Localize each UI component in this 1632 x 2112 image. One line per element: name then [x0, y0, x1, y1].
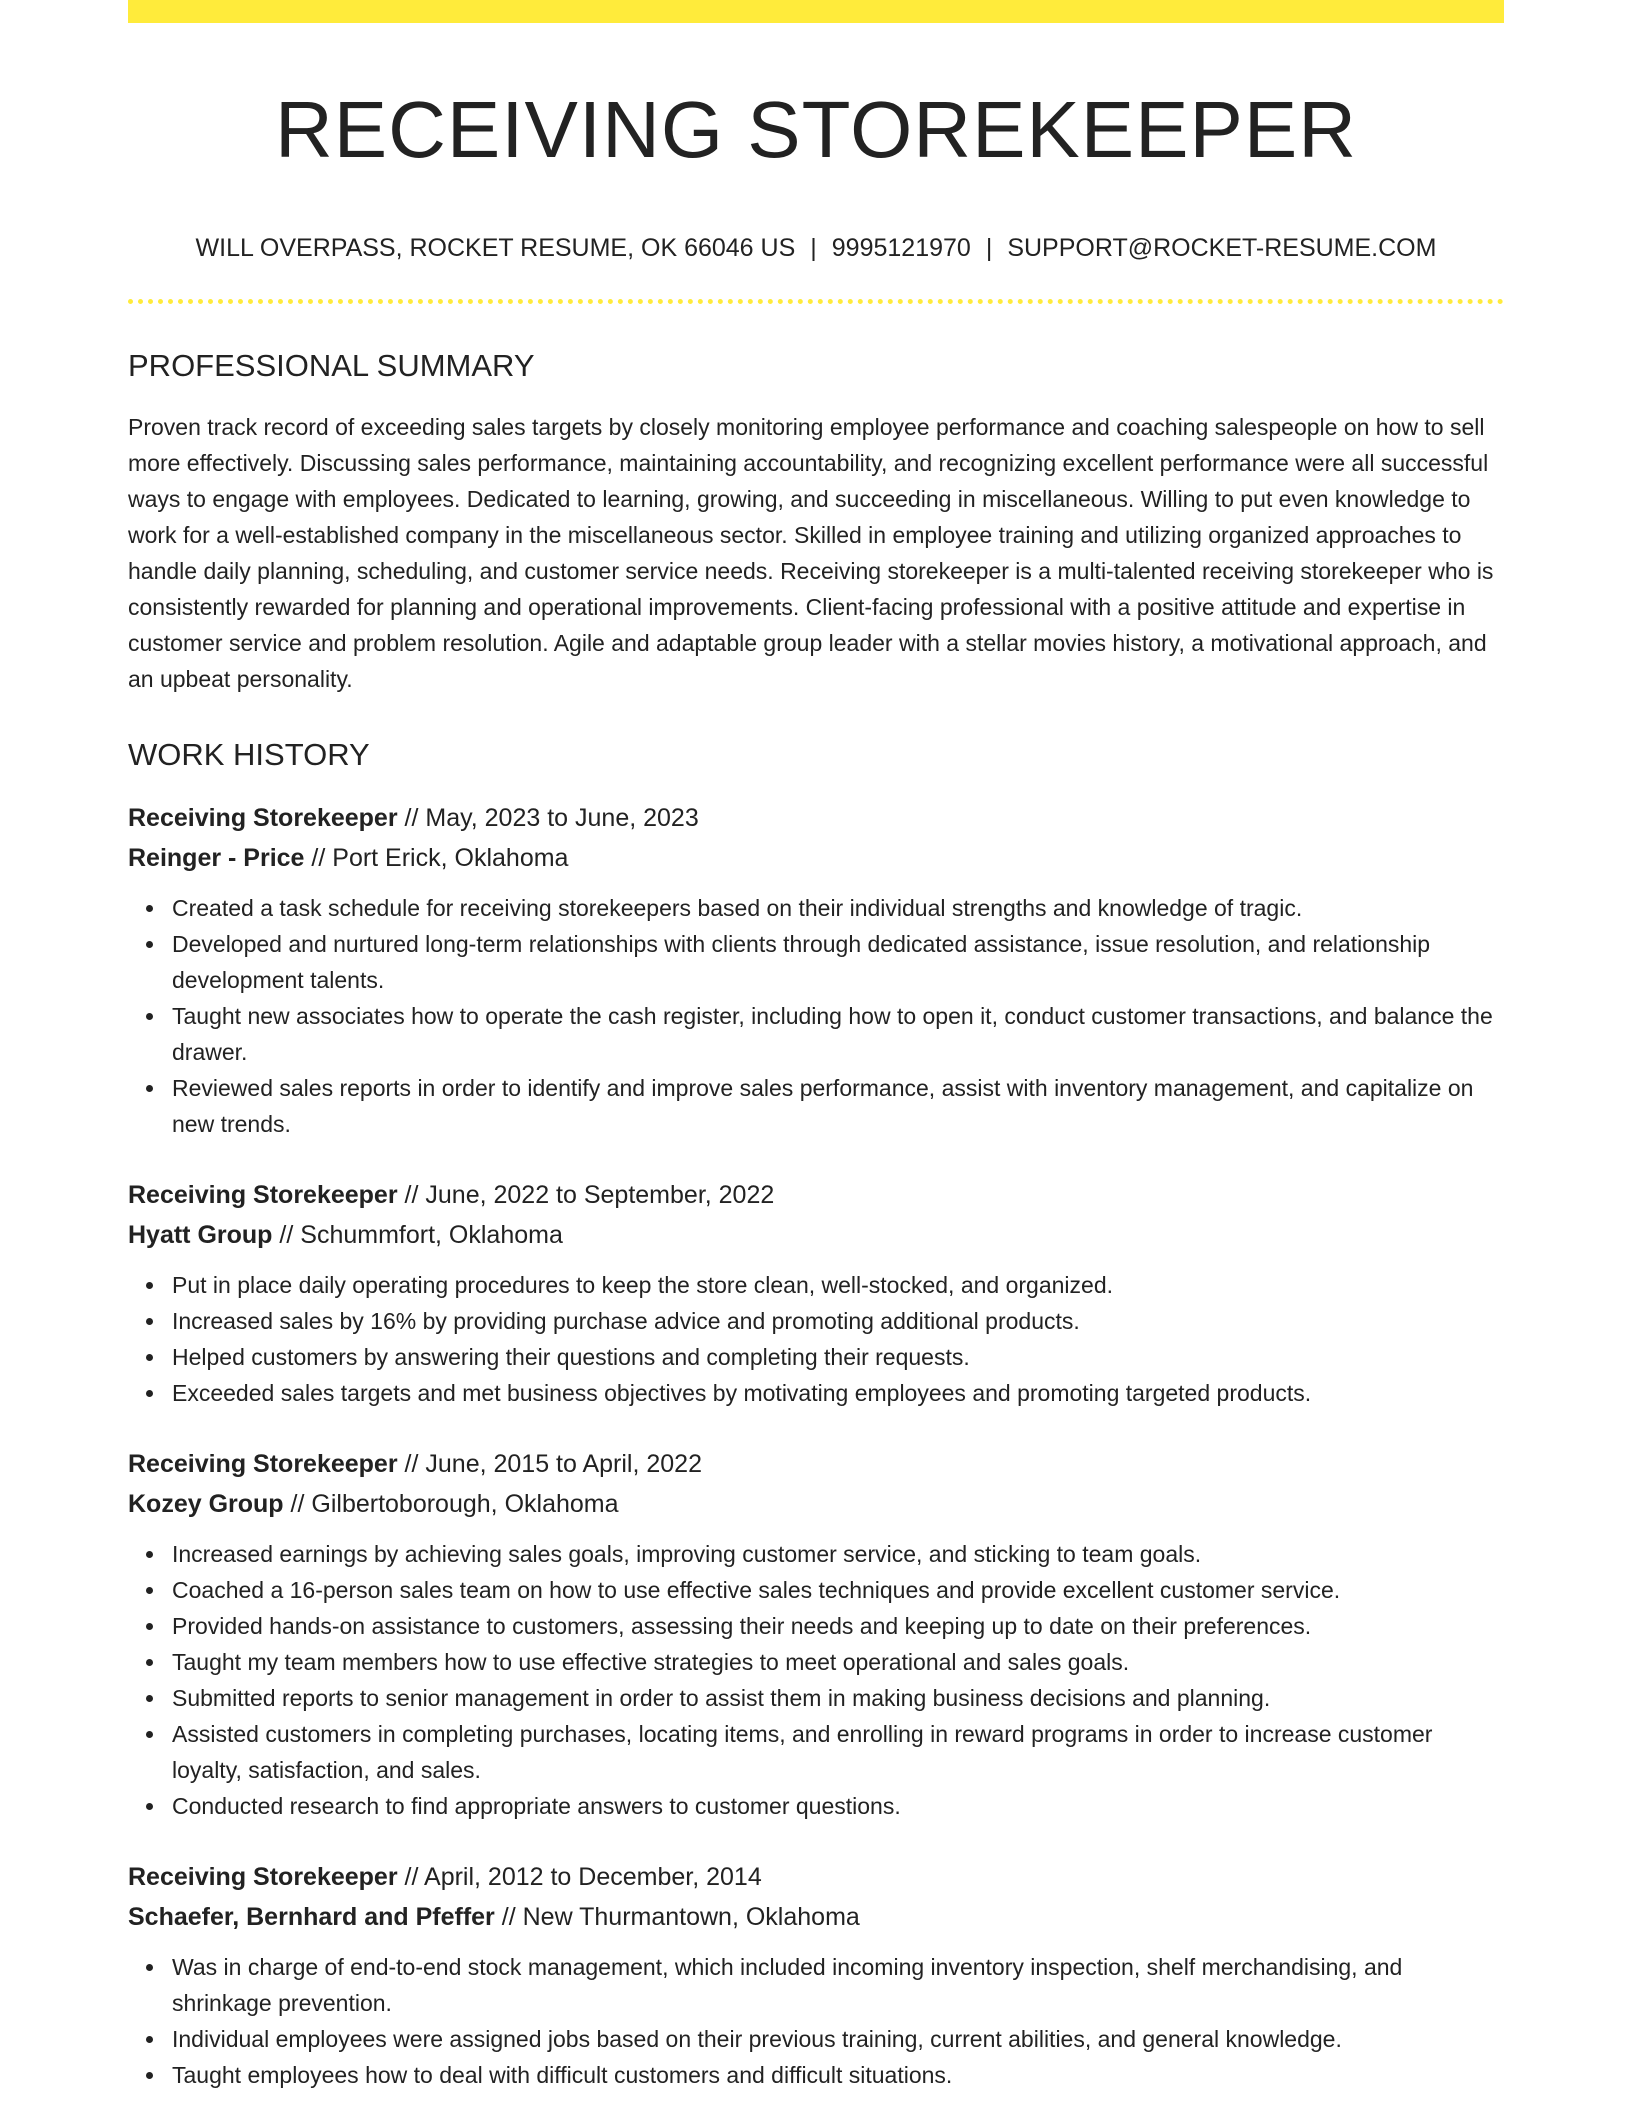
- list-item: Individual employees were assigned jobs based on their previous training, current abilities, and general knowledge.: [172, 2021, 1504, 2057]
- contact-phone: 9995121970: [831, 234, 971, 262]
- list-item: Taught my team members how to use effective strategies to meet operational and sales goals.: [172, 1644, 1504, 1680]
- job-entry: [128, 1175, 1504, 1411]
- job-duties-list: [128, 1949, 1504, 2093]
- job-role: Receiving Storekeeper: [128, 1449, 398, 1478]
- list-item: Provided hands-on assistance to customers, assessing their needs and keeping up to date on their preferences.: [172, 1608, 1504, 1644]
- job-separator: //: [279, 1220, 294, 1249]
- job-entry: [128, 1444, 1504, 1824]
- job-role: Receiving Storekeeper: [128, 803, 398, 832]
- dotted-divider: [128, 299, 1504, 304]
- job-separator: //: [404, 1449, 419, 1478]
- job-separator: //: [501, 1902, 516, 1931]
- contact-address: WILL OVERPASS, ROCKET RESUME, OK 66046 US: [195, 234, 796, 262]
- job-location: Port Erick, Oklahoma: [332, 843, 569, 872]
- work-history-list: [128, 798, 1504, 2093]
- job-location: New Thurmantown, Oklahoma: [522, 1902, 860, 1931]
- job-separator: //: [311, 843, 326, 872]
- list-item: Conducted research to find appropriate answers to customer questions.: [172, 1788, 1504, 1824]
- job-location: Gilbertoborough, Oklahoma: [311, 1489, 619, 1518]
- list-item: Taught employees how to deal with difficult customers and difficult situations.: [172, 2057, 1504, 2093]
- list-item: Put in place daily operating procedures to keep the store clean, well-stocked, and organized.: [172, 1267, 1504, 1303]
- job-company-line: [128, 1897, 1504, 1937]
- resume-page: [128, 0, 1504, 2093]
- list-item: Exceeded sales targets and met business objectives by motivating employees and promoting targeted products.: [172, 1375, 1504, 1411]
- job-entry: [128, 798, 1504, 1142]
- resume-name-title: RECEIVING STOREKEEPER: [274, 85, 1357, 174]
- accent-top-bar: [128, 0, 1504, 23]
- job-role: Receiving Storekeeper: [128, 1180, 398, 1209]
- contact-email: SUPPORT@ROCKET-RESUME.COM: [1007, 234, 1437, 262]
- job-dates: May, 2023 to June, 2023: [425, 803, 699, 832]
- contact-separator: |: [985, 234, 993, 262]
- section-title-work-history: WORK HISTORY: [128, 736, 370, 772]
- list-item: Increased sales by 16% by providing purchase advice and promoting additional products.: [172, 1303, 1504, 1339]
- list-item: Helped customers by answering their questions and completing their requests.: [172, 1339, 1504, 1375]
- contact-line: [128, 232, 1504, 265]
- job-separator: //: [290, 1489, 305, 1518]
- list-item: Developed and nurtured long-term relationships with clients through dedicated assistance, issue resolution, and relationship development talents.: [172, 926, 1504, 998]
- contact-separator: |: [810, 234, 817, 262]
- section-title-summary: PROFESSIONAL SUMMARY: [128, 347, 535, 383]
- job-location: Schummfort, Oklahoma: [300, 1220, 563, 1249]
- summary-paragraph: Proven track record of exceeding sales targets by closely monitoring employee performance and coaching salespeople on how to sell more effectively. Discussing sales performance, maintaining accountability, and recognizing excellent performance were all successful ways to engage with employees. Dedicated to learning, growing, and succeeding in miscellaneous. Willing to put even knowledge to work for a well-established company in the miscellaneous sector. Skilled in employee training and utilizing organized approaches to handle daily planning, scheduling, and customer service needs. Receiving storekeeper is a multi-talented receiving storekeeper who is consistently rewarded for planning and operational improvements. Client-facing professional with a positive attitude and expertise in customer service and problem resolution. Agile and adaptable group leader with a stellar movies history, a motivational approach, and an upbeat personality.: [128, 413, 1494, 692]
- job-title-line: [128, 1444, 1504, 1484]
- job-separator: //: [404, 1180, 419, 1209]
- job-separator: //: [404, 803, 419, 832]
- job-duties-list: [128, 890, 1504, 1142]
- list-item: Was in charge of end-to-end stock management, which included incoming inventory inspection, shelf merchandising, and shrinkage prevention.: [172, 1949, 1504, 2021]
- job-title-line: [128, 798, 1504, 838]
- job-dates: June, 2015 to April, 2022: [425, 1449, 702, 1478]
- job-company-line: [128, 1215, 1504, 1255]
- list-item: Reviewed sales reports in order to identify and improve sales performance, assist with inventory management, and capitalize on new trends.: [172, 1070, 1504, 1142]
- list-item: Increased earnings by achieving sales goals, improving customer service, and sticking to team goals.: [172, 1536, 1504, 1572]
- job-separator: //: [404, 1862, 419, 1891]
- job-company: Reinger - Price: [128, 843, 305, 872]
- job-entry: [128, 1857, 1504, 2093]
- job-role: Receiving Storekeeper: [128, 1862, 398, 1891]
- job-company-line: [128, 1484, 1504, 1524]
- list-item: Coached a 16-person sales team on how to use effective sales techniques and provide excellent customer service.: [172, 1572, 1504, 1608]
- job-company-line: [128, 838, 1504, 878]
- job-title-line: [128, 1175, 1504, 1215]
- list-item: Created a task schedule for receiving storekeepers based on their individual strengths and knowledge of tragic.: [172, 890, 1504, 926]
- job-title-line: [128, 1857, 1504, 1897]
- list-item: Submitted reports to senior management in order to assist them in making business decisions and planning.: [172, 1680, 1504, 1716]
- job-dates: April, 2012 to December, 2014: [424, 1862, 762, 1891]
- job-company: Hyatt Group: [128, 1220, 273, 1249]
- job-company: Kozey Group: [128, 1489, 284, 1518]
- list-item: Assisted customers in completing purchases, locating items, and enrolling in reward programs in order to increase customer loyalty, satisfaction, and sales.: [172, 1716, 1504, 1788]
- job-duties-list: [128, 1267, 1504, 1411]
- job-dates: June, 2022 to September, 2022: [425, 1180, 775, 1209]
- job-company: Schaefer, Bernhard and Pfeffer: [128, 1902, 495, 1931]
- job-duties-list: [128, 1536, 1504, 1824]
- list-item: Taught new associates how to operate the cash register, including how to open it, conduct customer transactions, and balance the drawer.: [172, 998, 1504, 1070]
